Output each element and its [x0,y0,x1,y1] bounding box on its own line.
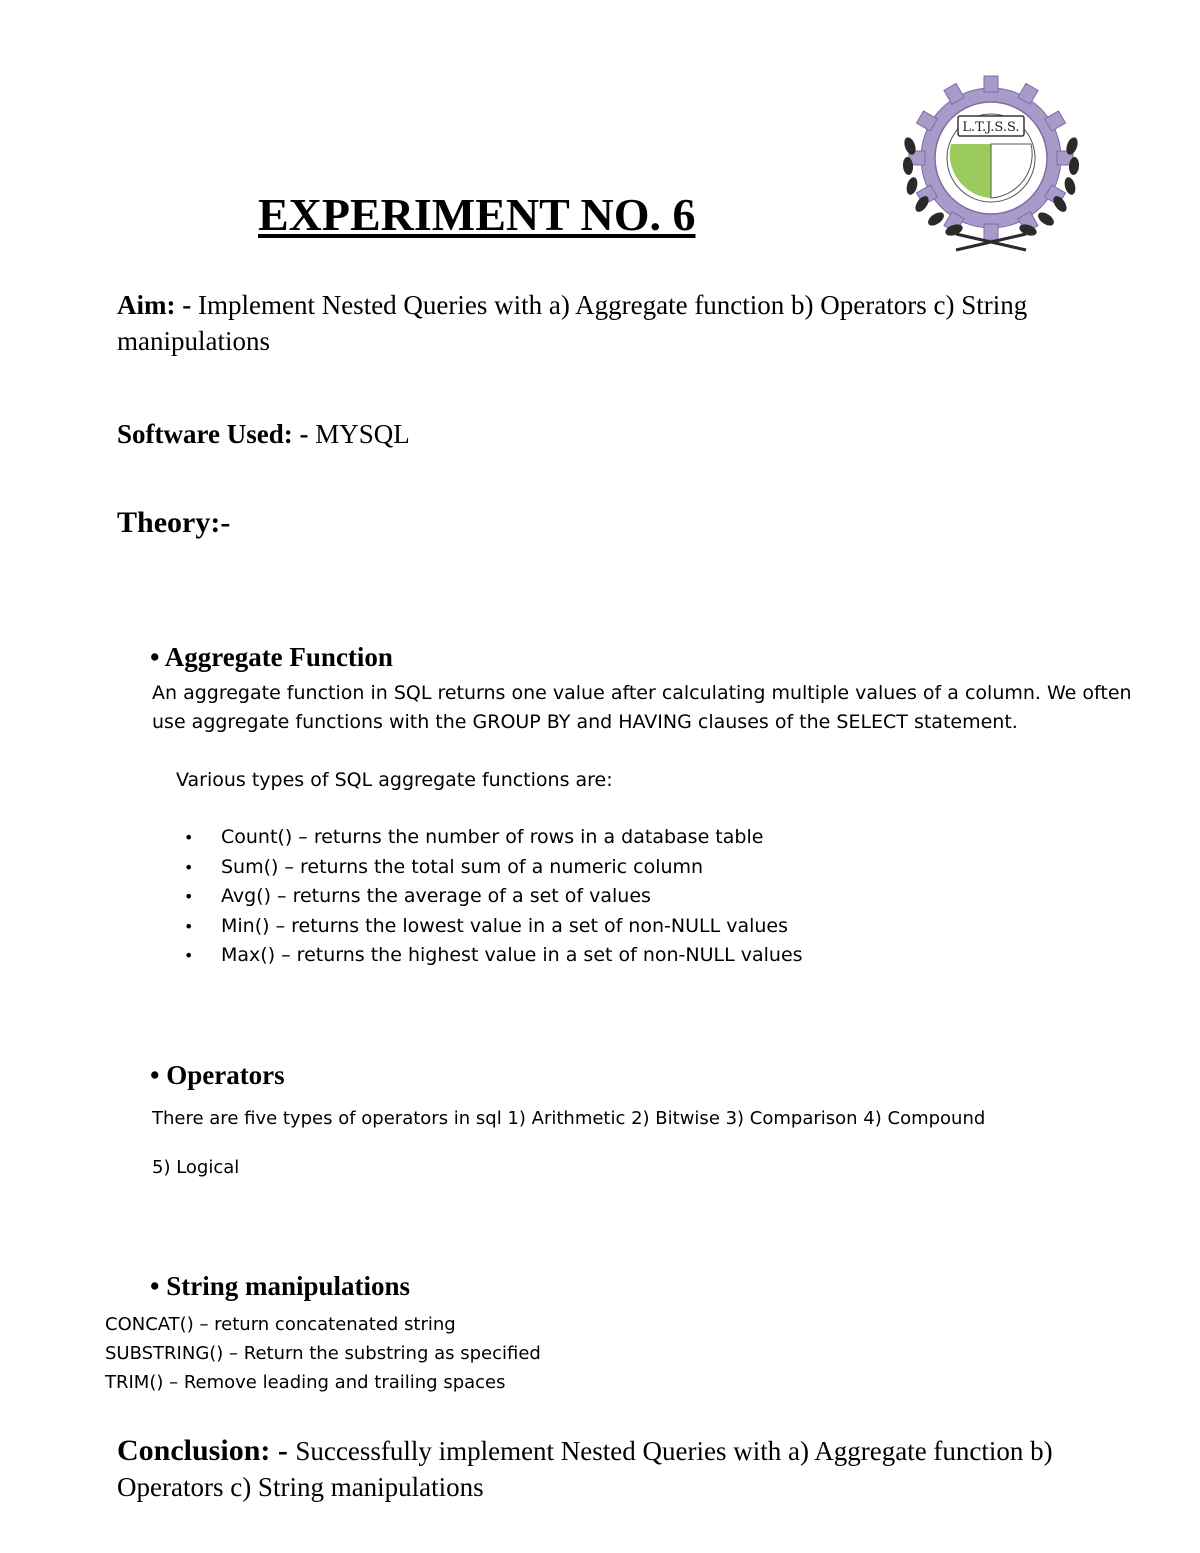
list-item-text: Avg() – returns the average of a set of values [221,885,651,908]
bullet-icon: • [184,946,194,966]
aggregate-function-description: An aggregate function in SQL returns one value after calculating multiple values of a column. We often use aggregate functions with the GROUP BY and HAVING clauses of the SELECT statement. [152,682,1132,733]
software-label: Software Used: - [117,419,316,449]
bullet-icon: • [184,887,194,907]
string-manipulations-list [105,1310,541,1397]
conclusion-text: Successfully implement Nested Queries with a) Aggregate function b) Operators c) String manipulations [117,1436,1053,1502]
aim-label: Aim: - [117,290,198,320]
conclusion-section [117,1433,1137,1505]
software-used-section [117,416,410,452]
operators-description: There are five types of operators in sql 1) Arithmetic 2) Bitwise 3) Comparison 4) Compound [152,1108,986,1129]
page-title: EXPERIMENT NO. 6 [258,189,696,240]
list-item [180,912,803,942]
operators-description-continued: 5) Logical [152,1157,240,1178]
aggregate-function-heading: • Aggregate Function [150,642,393,672]
ltjss-college-seal-icon [896,74,1086,256]
operators-heading: • Operators [150,1060,285,1090]
list-item [180,853,803,883]
list-item-text: Sum() – returns the total sum of a numeric column [221,855,704,878]
string-manipulations-heading: • String manipulations [150,1271,411,1301]
list-item-text: Count() – returns the number of rows in a database table [221,826,764,848]
list-item [180,882,803,912]
conclusion-label: Conclusion: - [117,1434,296,1467]
list-item: SUBSTRING() – Return the substring as specified [105,1343,541,1364]
list-item: TRIM() – Remove leading and trailing spaces [105,1372,506,1393]
software-value: MYSQL [315,419,410,449]
list-item [180,823,803,853]
bullet-icon: • [184,857,194,877]
bullet-icon: • [184,828,194,847]
aim-section [117,287,1127,359]
seal-lettering: L.T.J.S.S. [962,120,1020,135]
aggregate-function-list [180,823,803,971]
list-item [180,941,803,971]
list-item-text: Min() – returns the lowest value in a set of non-NULL values [221,914,788,937]
aggregate-function-intro: Various types of SQL aggregate functions are: [176,769,613,791]
bullet-icon: • [184,916,194,936]
aim-text: Implement Nested Queries with a) Aggregate function b) Operators c) String manipulations [117,290,1028,356]
list-item: CONCAT() – return concatenated string [105,1314,456,1335]
list-item-text: Max() – returns the highest value in a set of non-NULL values [221,944,803,967]
theory-heading: Theory:- [117,506,231,539]
